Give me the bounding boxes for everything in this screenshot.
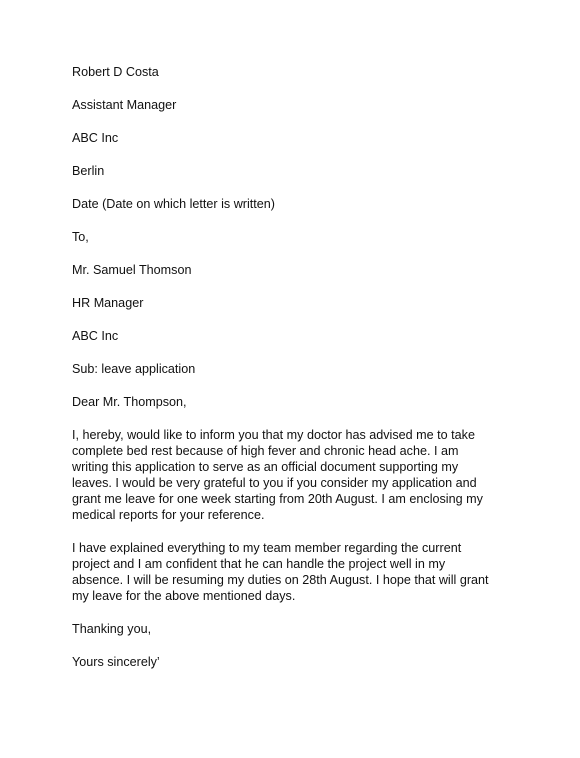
- paragraph-line: medical reports for your reference.: [72, 508, 265, 522]
- salutation: Dear Mr. Thompson,: [72, 395, 187, 409]
- recipient-company: ABC Inc: [72, 329, 119, 343]
- closing-thanks: Thanking you,: [72, 622, 152, 636]
- recipient-to: To,: [72, 230, 89, 244]
- letter-date: Date (Date on which letter is written): [72, 197, 275, 211]
- paragraph-line: absence. I will be resuming my duties on 28th August. I hope that will grant: [72, 573, 489, 587]
- paragraph-line: I, hereby, would like to inform you that my doctor has advised me to take: [72, 428, 475, 442]
- paragraph-line: my leave for the above mentioned days.: [72, 589, 296, 603]
- paragraph-line: leaves. I would be very grateful to you if you consider my application and: [72, 476, 477, 490]
- sender-company: ABC Inc: [72, 131, 119, 145]
- letter-page: [72, 64, 512, 687]
- closing-sign-off: Yours sincerely’: [72, 655, 160, 669]
- sender-name: Robert D Costa: [72, 65, 159, 79]
- recipient-title: HR Manager: [72, 296, 144, 310]
- paragraph-line: I have explained everything to my team member regarding the current: [72, 541, 462, 555]
- body-paragraph-1: [72, 427, 512, 523]
- body-paragraph-2: [72, 540, 512, 604]
- paragraph-line: complete bed rest because of high fever and chronic head ache. I am: [72, 444, 459, 458]
- paragraph-line: grant me leave for one week starting from 20th August. I am enclosing my: [72, 492, 483, 506]
- sender-title: Assistant Manager: [72, 98, 177, 112]
- paragraph-line: writing this application to serve as an official document supporting my: [72, 460, 459, 474]
- recipient-name: Mr. Samuel Thomson: [72, 263, 192, 277]
- paragraph-line: project and I am confident that he can handle the project well in my: [72, 557, 446, 571]
- sender-city: Berlin: [72, 164, 105, 178]
- subject-line: Sub: leave application: [72, 362, 196, 376]
